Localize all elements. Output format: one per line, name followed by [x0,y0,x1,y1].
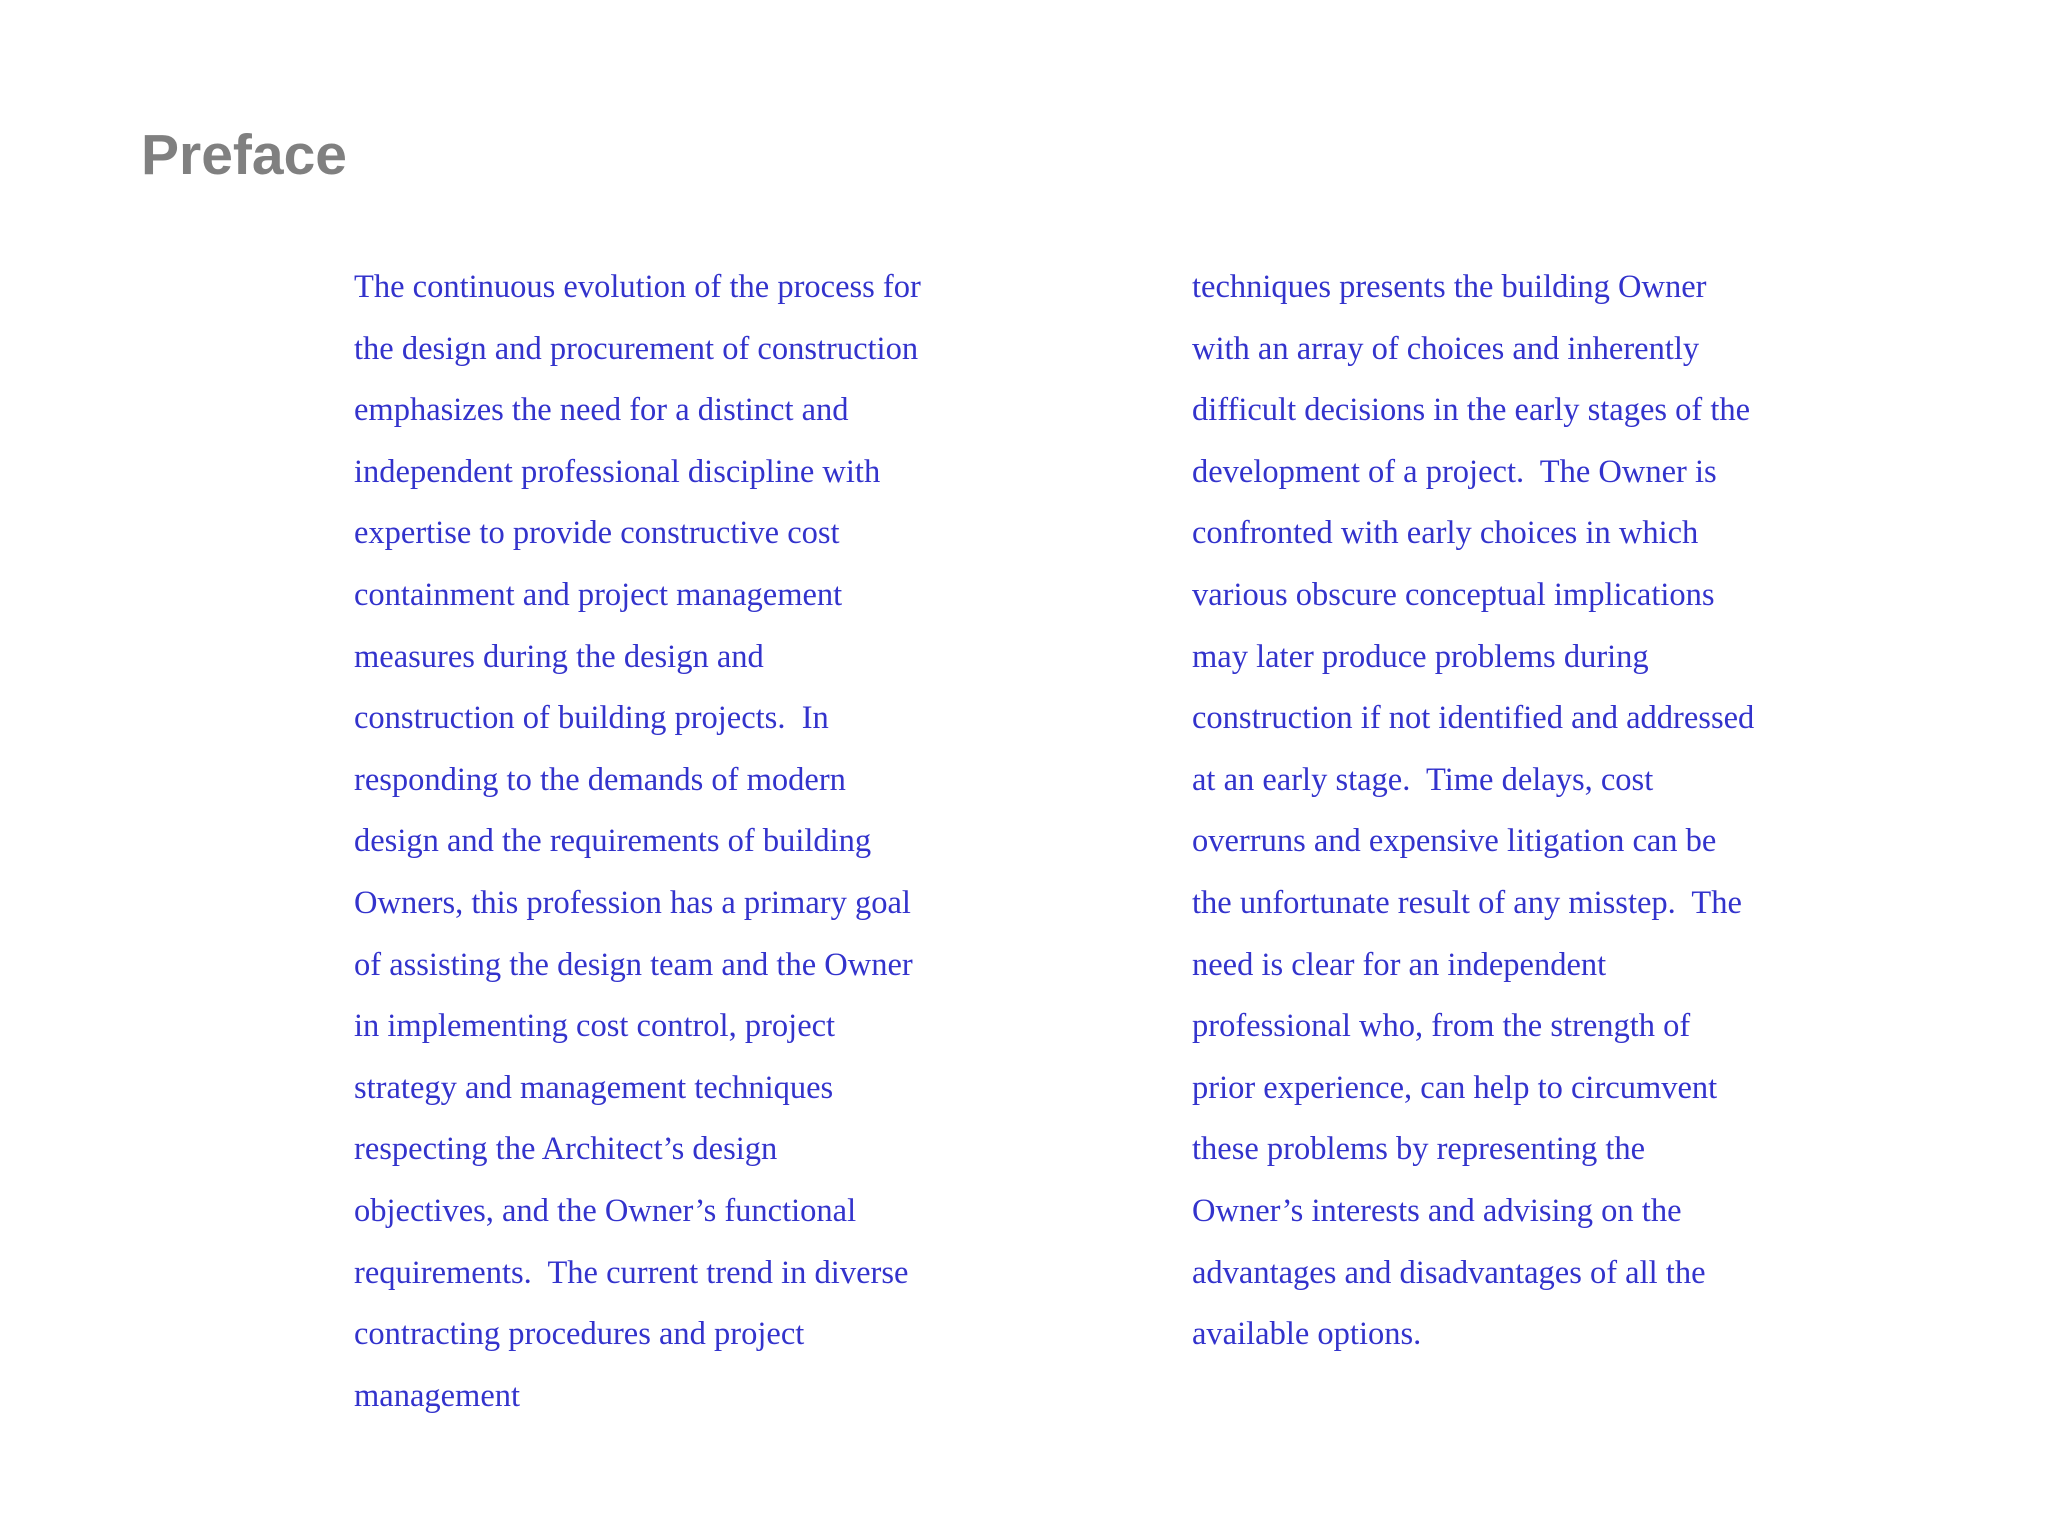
text-line: in implementing cost control, project [354,1008,836,1045]
text-line: expertise to provide constructive cost [354,515,840,552]
text-line: may later produce problems during [1192,638,1649,675]
text-line: various obscure conceptual implications [1192,576,1715,613]
left-text-column [354,257,1004,1427]
text-line: responding to the demands of modern [354,761,846,798]
text-line: professional who, from the strength of [1192,1008,1691,1045]
text-line: Owners, this profession has a primary goal [354,884,911,921]
text-line: need is clear for an independent [1192,946,1607,983]
text-line: requirements. The current trend in diverse [354,1254,909,1291]
text-line: management [354,1377,521,1414]
text-line: the unfortunate result of any misstep. The [1192,884,1742,921]
text-line: techniques presents the building Owner [1192,269,1707,305]
text-line: design and the requirements of building [354,823,872,860]
text-line: strategy and management techniques [354,1069,834,1106]
text-line: with an array of choices and inherently [1192,330,1700,367]
text-line: Owner’s interests and advising on the [1192,1192,1682,1229]
text-line: respecting the Architect’s design [354,1131,778,1168]
text-line: confronted with early choices in which [1192,515,1699,552]
text-line: containment and project management [354,576,843,613]
text-line: emphasizes the need for a distinct and [354,392,849,429]
text-line: construction if not identified and addressed [1192,700,1755,737]
text-line: these problems by representing the [1192,1131,1646,1168]
text-line: objectives, and the Owner’s functional [354,1192,857,1229]
text-line: difficult decisions in the early stages of the [1192,392,1751,429]
text-line: the design and procurement of construction [354,330,919,367]
text-line: The continuous evolution of the process for [354,269,921,305]
text-line: available options. [1192,1316,1422,1353]
right-text-column [1192,257,1842,1366]
page-title: Preface [141,123,347,187]
text-line: advantages and disadvantages of all the [1192,1254,1706,1291]
text-line: independent professional discipline with [354,453,881,490]
text-line: of assisting the design team and the Owner [354,946,913,983]
text-line: contracting procedures and project [354,1316,805,1353]
text-line: at an early stage. Time delays, cost [1192,761,1654,798]
text-line: development of a project. The Owner is [1192,453,1717,490]
text-line: measures during the design and [354,638,764,675]
text-line: construction of building projects. In [354,700,829,737]
text-line: prior experience, can help to circumvent [1192,1069,1718,1106]
text-line: overruns and expensive litigation can be [1192,823,1717,860]
